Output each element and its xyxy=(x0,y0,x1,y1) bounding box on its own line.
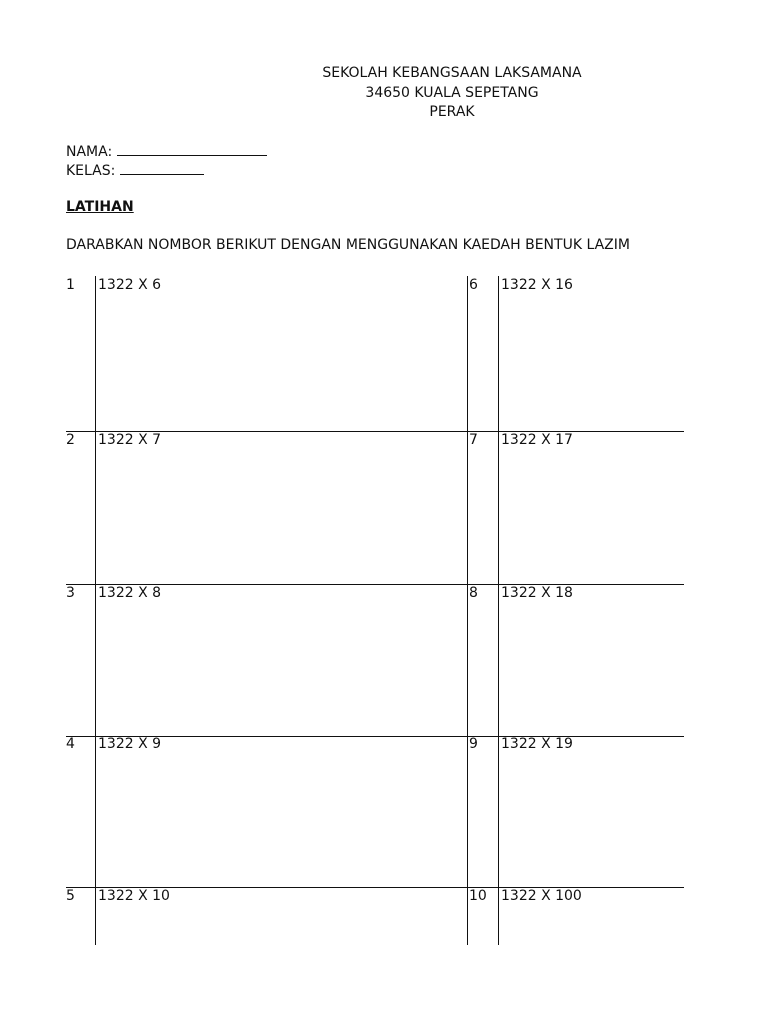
kelas-label: KELAS: xyxy=(66,163,116,179)
question-number-9: 9 xyxy=(469,736,478,752)
question-text-10: 1322 X 100 xyxy=(501,888,582,904)
column-divider xyxy=(467,276,468,945)
question-number-1: 1 xyxy=(66,277,75,293)
question-number-3: 3 xyxy=(66,585,75,601)
school-state: PERAK xyxy=(429,104,475,120)
instruction-text: DARABKAN NOMBOR BERIKUT DENGAN MENGGUNAKAN KAEDAH BENTUK LAZIM xyxy=(66,237,630,253)
question-text-4: 1322 X 9 xyxy=(98,736,162,752)
question-text-3: 1322 X 8 xyxy=(98,585,162,601)
nama-label: NAMA: xyxy=(66,144,113,160)
question-number-7: 7 xyxy=(469,432,478,448)
question-number-4: 4 xyxy=(66,736,75,752)
question-number-8: 8 xyxy=(469,585,478,601)
right-number-divider xyxy=(498,276,499,945)
left-number-divider xyxy=(95,276,96,945)
question-text-8: 1322 X 18 xyxy=(501,585,573,601)
question-text-1: 1322 X 6 xyxy=(98,277,162,293)
question-number-10: 10 xyxy=(469,888,487,904)
question-text-5: 1322 X 10 xyxy=(98,888,170,904)
question-number-2: 2 xyxy=(66,432,75,448)
school-name: SEKOLAH KEBANGSAAN LAKSAMANA xyxy=(322,65,582,81)
question-text-7: 1322 X 17 xyxy=(501,432,573,448)
question-number-6: 6 xyxy=(469,277,478,293)
question-text-2: 1322 X 7 xyxy=(98,432,162,448)
question-text-9: 1322 X 19 xyxy=(501,736,573,752)
section-title: LATIHAN xyxy=(66,199,134,215)
school-address: 34650 KUALA SEPETANG xyxy=(365,84,539,101)
question-number-5: 5 xyxy=(66,888,75,904)
question-text-6: 1322 X 16 xyxy=(501,277,573,293)
